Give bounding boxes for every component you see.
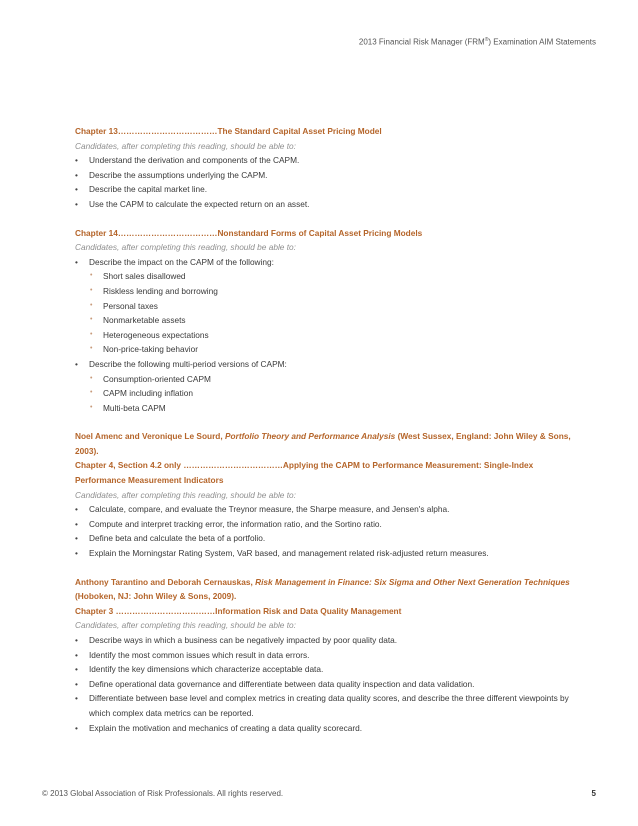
aim-list <box>75 255 575 416</box>
aim-list <box>75 502 575 560</box>
sub-list-item: • Short sales disallowed <box>75 269 575 284</box>
aim-list <box>75 633 575 735</box>
aim-list <box>75 153 575 211</box>
sub-list-item: • Consumption-oriented CAPM <box>75 372 575 387</box>
sub-list-item: • Riskless lending and borrowing <box>75 284 575 299</box>
chapter-heading: Chapter 3 ………………………………Information Risk and Data Quality Management <box>75 605 402 616</box>
intro-text: Candidates, after completing this reading, should be able to: <box>75 140 296 151</box>
page-footer <box>42 789 596 798</box>
intro-text: Candidates, after completing this reading, should be able to: <box>75 620 296 631</box>
aim-content <box>75 124 575 749</box>
copyright-text: © 2013 Global Association of Risk Professionals. All rights reserved. <box>42 789 284 798</box>
list-item: • Explain the motivation and mechanics of creating a data quality scorecard. <box>75 721 575 736</box>
list-item: • Identify the key dimensions which characterize acceptable data. <box>75 662 575 677</box>
page-header: 2013 Financial Risk Manager (FRM®) Examination AIM Statements <box>358 37 596 47</box>
list-item: • Describe the following multi-period versions of CAPM: <box>75 357 575 372</box>
list-item: • Understand the derivation and components of the CAPM. <box>75 153 575 168</box>
sub-list-item: • Multi-beta CAPM <box>75 401 575 416</box>
list-item: • Describe the impact on the CAPM of the following: <box>75 255 575 270</box>
section-chapter-14 <box>75 226 575 416</box>
chapter-heading: Chapter 13………………………………The Standard Capital Asset Pricing Model <box>75 126 382 136</box>
list-item: • Explain the Morningstar Rating System, VaR based, and management related risk-adjusted return measures. <box>75 546 575 561</box>
section-chapter-13 <box>75 124 575 212</box>
list-item: • Identify the most common issues which result in data errors. <box>75 648 575 663</box>
list-item: • Differentiate between base level and complex metrics in creating data quality scores, and describe the three different viewpoints by which complex data metrics can be reported. <box>75 691 575 720</box>
sub-list-item: • CAPM including inflation <box>75 386 575 401</box>
list-item: • Describe ways in which a business can be negatively impacted by poor quality data. <box>75 633 575 648</box>
chapter-heading: Chapter 4, Section 4.2 only ………………………………Applying the CAPM to Performance Measurement: Single-Index Performance Measurement Indicators <box>75 460 534 486</box>
chapter-heading: Chapter 14………………………………Nonstandard Forms of Capital Asset Pricing Models <box>75 227 423 238</box>
intro-text: Candidates, after completing this reading, should be able to: <box>75 489 296 500</box>
list-item: • Compute and interpret tracking error, the information ratio, and the Sortino ratio. <box>75 517 575 532</box>
list-item: • Calculate, compare, and evaluate the Treynor measure, the Sharpe measure, and Jensen's alpha. <box>75 502 575 517</box>
list-item: • Describe the capital market line. <box>75 182 575 197</box>
list-item: • Use the CAPM to calculate the expected return on an asset. <box>75 197 575 212</box>
book-reference: Noel Amenc and Veronique Le Sourd, Portfolio Theory and Performance Analysis (West Sussex, England: John Wiley & Sons, 2003). <box>75 431 571 456</box>
page-number: 5 <box>591 789 596 798</box>
section-amenc-lesourd <box>75 429 575 560</box>
list-item: • Define operational data governance and differentiate between data quality inspection and data validation. <box>75 677 575 692</box>
section-tarantino-cernauskas <box>75 575 575 736</box>
book-reference: Anthony Tarantino and Deborah Cernauskas, Risk Management in Finance: Six Sigma and Other Next Generation Techniques (Hoboken, NJ: John Wiley & Sons, 2009). <box>75 576 570 602</box>
intro-text: Candidates, after completing this reading, should be able to: <box>75 242 296 253</box>
list-item: • Describe the assumptions underlying the CAPM. <box>75 168 575 183</box>
sub-list-item: • Nonmarketable assets <box>75 313 575 328</box>
sub-list-item: • Personal taxes <box>75 299 575 314</box>
sub-list-item: • Non-price-taking behavior <box>75 342 575 357</box>
list-item: • Define beta and calculate the beta of a portfolio. <box>75 531 575 546</box>
sub-list-item: • Heterogeneous expectations <box>75 328 575 343</box>
